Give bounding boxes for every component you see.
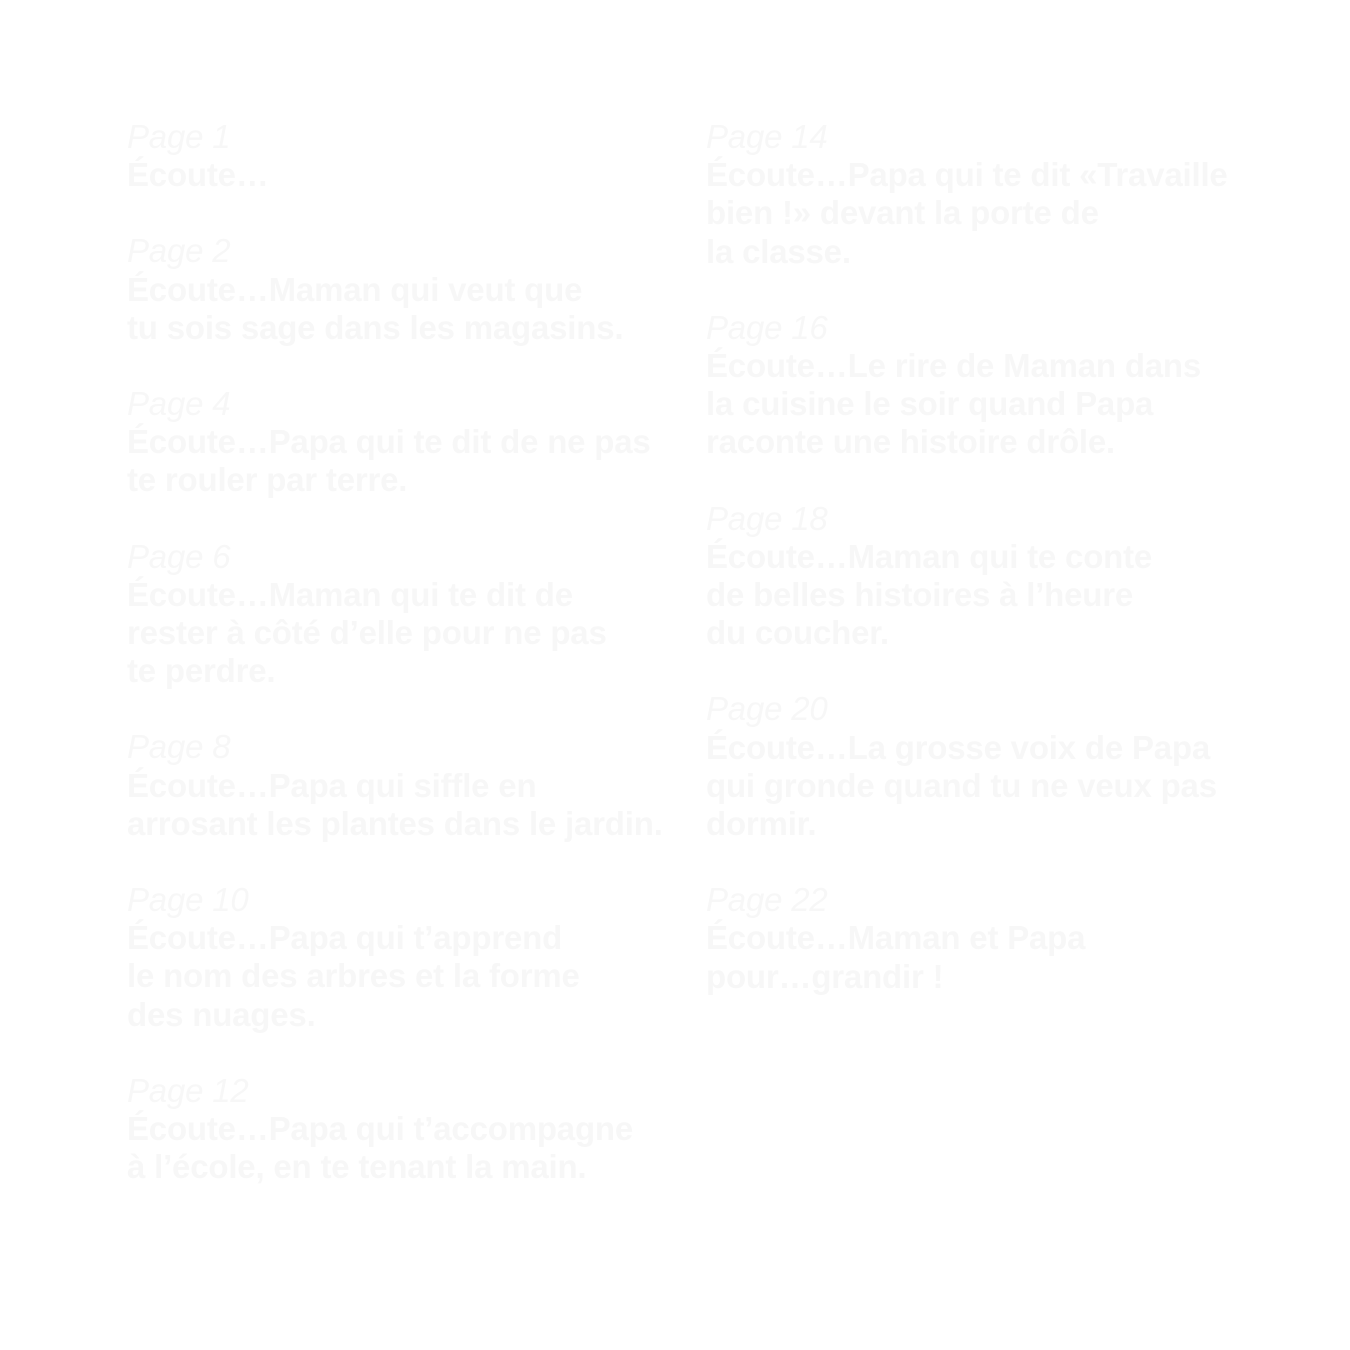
entry-text: Écoute…Maman qui veut que [127,270,583,308]
entry-text: Écoute…La grosse voix de Papa [706,728,1211,766]
entry-page-16 [706,309,1306,462]
entry-page-14 [706,118,1306,271]
entry-text: Écoute…Papa qui t’apprend [127,919,563,957]
entry-text: arrosant les plantes dans le jardin. [127,804,663,842]
entry-text: te perdre. [127,652,276,690]
entry-text: de belles histoires à l’heure [706,576,1134,614]
entry-label: Page 8 [127,728,231,766]
entry-text: Écoute…Papa qui t’accompagne [127,1110,634,1148]
entry-text: Écoute…Papa qui te dit «Travaille [706,156,1228,194]
entry-text: te rouler par terre. [127,461,408,499]
entry-text: bien !» devant la porte de [706,194,1099,232]
entry-label: Page 1 [127,118,231,155]
entry-text: raconte une histoire drôle. [706,423,1116,461]
entry-page-2 [127,232,687,347]
entry-label: Page 22 [706,881,828,919]
entry-label: Page 20 [706,690,828,728]
entry-text: des nuages. [127,995,316,1033]
entry-text: pour…grandir ! [706,957,944,995]
entry-page-10 [127,881,687,1034]
entry-text: Écoute…Le rire de Maman dans [706,347,1202,385]
entry-label: Page 10 [127,881,249,919]
left-column [127,118,687,1224]
entry-page-22 [706,881,1306,996]
entry-text: Écoute… [127,156,269,194]
entry-label: Page 14 [706,118,828,155]
right-column [706,118,1306,1034]
entry-text: Écoute…Maman qui te conte [706,537,1153,575]
entry-text: qui gronde quand tu ne veux pas [706,766,1217,804]
entry-label: Page 18 [706,499,828,537]
entry-text: tu sois sage dans les magasins. [127,308,624,346]
entry-text: le nom des arbres et la forme [127,957,580,995]
entry-label: Page 2 [127,232,231,270]
entry-page-18 [706,500,1306,653]
entry-text: Écoute…Papa qui siffle en [127,766,537,804]
entry-page-12 [127,1072,687,1187]
entry-page-20 [706,690,1306,843]
entry-page-6 [127,538,687,691]
entry-label: Page 12 [127,1071,249,1109]
entry-page-4 [127,385,687,500]
entry-page-1 [127,118,687,194]
entry-text: Écoute…Maman qui te dit de [127,575,573,613]
entry-label: Page 4 [127,385,231,423]
entry-page-8 [127,728,687,843]
entry-text: la cuisine le soir quand Papa [706,385,1154,423]
entry-text: du coucher. [706,614,890,652]
entry-text: la classe. [706,232,851,270]
entry-text: dormir. [706,805,817,843]
entry-label: Page 16 [706,308,828,346]
entry-text: rester à côté d’elle pour ne pas [127,614,607,652]
entry-text: Écoute…Papa qui te dit de ne pas [127,423,651,461]
entry-label: Page 6 [127,537,231,575]
entry-text: à l’école, en te tenant la main. [127,1148,587,1186]
entry-text: Écoute…Maman et Papa [706,919,1086,957]
